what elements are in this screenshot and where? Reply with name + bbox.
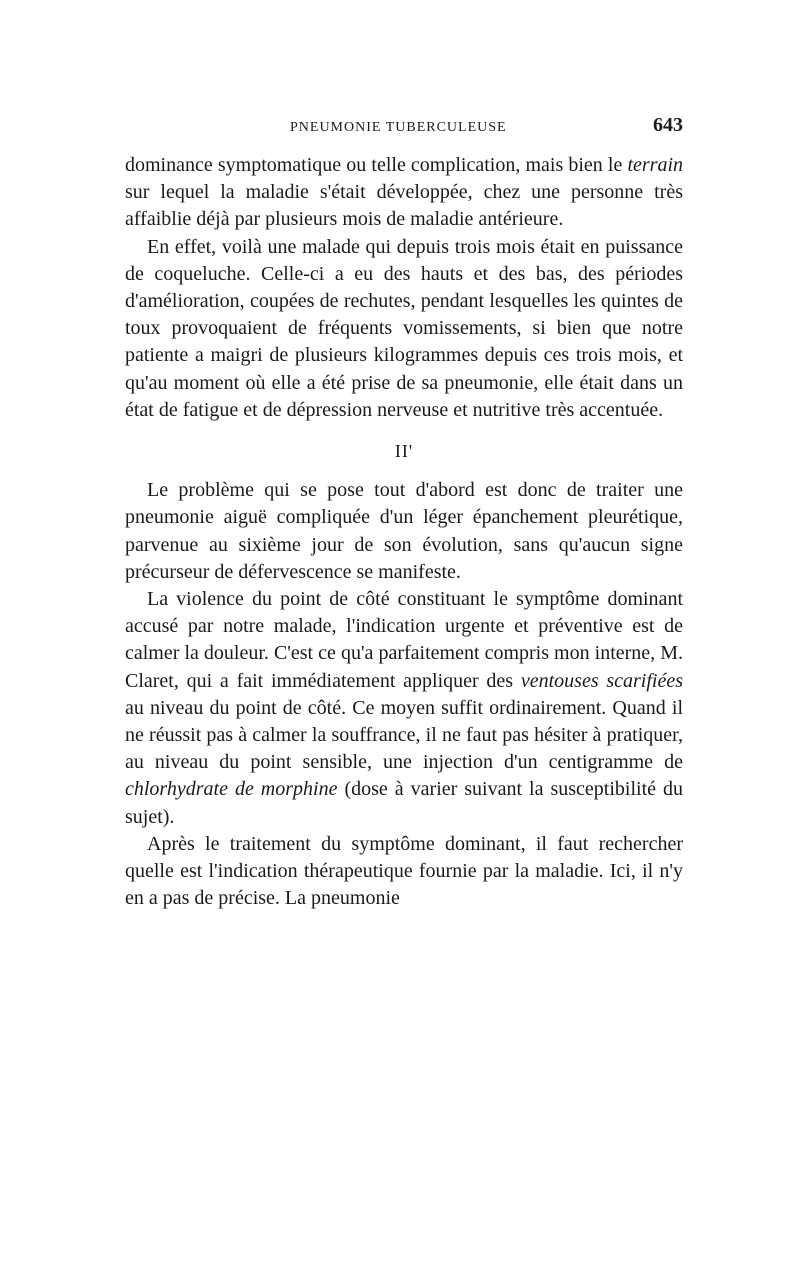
page-body: [125, 152, 683, 912]
paragraph-1-italic: terrain: [627, 154, 683, 176]
paragraph-5: Après le traitement du symptôme dominant, il faut rechercher quelle est l'indication thérapeutique fournie par la maladie. Ici, il n'y en a pas de précise. La pneumonie: [125, 832, 683, 910]
running-head: PNEUMONIE TUBERCULEUSE: [290, 120, 507, 135]
paragraph-4-text-a: La violence du point de côté constituant le symptôme dominant accusé par notre malade, l'indication urgente et préventive est de calmer la douleur. C'est ce qu'a parfaitement compris mon interne, M. Claret, qui a fait immédiatement appliquer des: [125, 588, 683, 692]
page-number: 643: [653, 114, 683, 136]
paragraph-4-text-c: (dose à varier suivant la susceptibilité du sujet).: [125, 778, 683, 828]
paragraph-1: [125, 152, 683, 234]
paragraph-4-text-b: au niveau du point de côté. Ce moyen suffit ordinairement. Quand il ne réussit pas à calmer la souffrance, il ne faut pas hésiter à pratiquer, au niveau du point sensible, une injection d'un centigramme de: [125, 696, 683, 774]
paragraph-4: [125, 586, 683, 831]
paragraph-2: En effet, voilà une malade qui depuis trois mois était en puissance de coqueluche. Celle-ci a eu des hauts et des bas, des périodes d'amélioration, coupées de rechutes, pendant lesquelles les quintes de toux provoquaient de fréquents vomissements, si bien que notre patiente a maigri de plusieurs kilogrammes depuis ces trois mois, et qu'au moment où elle a été prise de sa pneumonie, elle était dans un état de fatigue et de dépression nerveuse et nutritive très accentuée.: [125, 235, 683, 421]
section-heading: II': [394, 441, 414, 462]
paragraph-4-italic-a: ventouses scarifiées: [520, 669, 684, 692]
paragraph-3: Le problème qui se pose tout d'abord est donc de traiter une pneumonie aiguë compliquée d'un léger épanchement pleurétique, parvenue au sixième jour de son évolution, sans qu'aucun signe précurseur de défervescence se manifeste.: [125, 479, 683, 583]
page-header: [125, 112, 683, 142]
paragraph-1-text-a: dominance symptomatique ou telle complication, mais bien le: [125, 154, 628, 176]
paragraph-4-italic-b: chlorhydrate de morphine: [125, 778, 338, 801]
paragraph-1-text-b: sur lequel la maladie s'était développée, chez une personne très affaiblie déjà par plusieurs mois de maladie antérieure.: [125, 181, 683, 231]
